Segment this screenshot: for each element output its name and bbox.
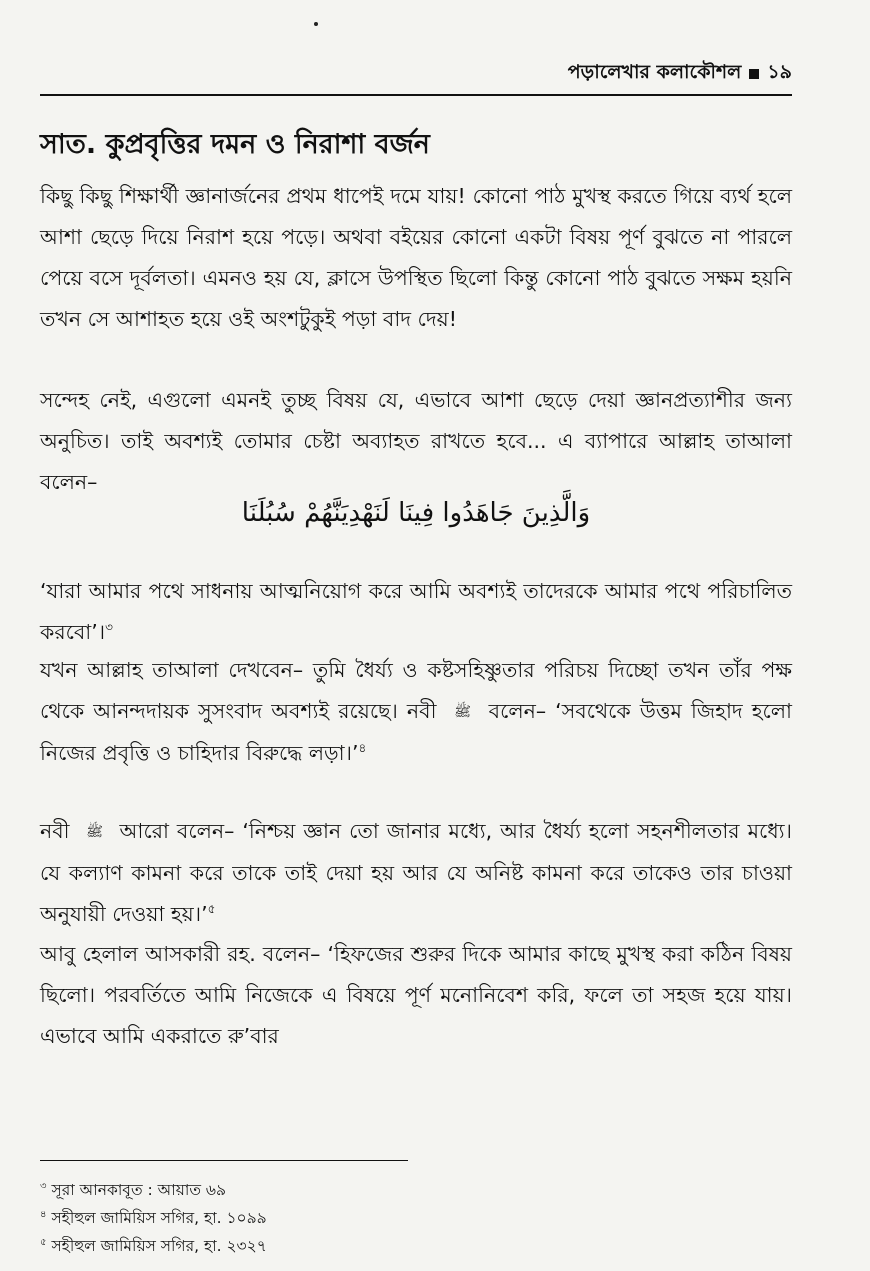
- footnote-text: সহীহুল জামিয়িস সগির, হা. ২৩২৭: [51, 1237, 267, 1255]
- paragraph-1: কিছু কিছু শিক্ষার্থী জ্ঞানার্জনের প্রথম ধাপেই দমে যায়! কোনো পাঠ মুখস্থ করতে গিয়ে ব্যর্থ হলে আশা ছেড়ে দিয়ে নিরাশ হয়ে পড়ে। অথবা বইয়ের কোনো একটা বিষয় পূর্ণ বুঝতে না পারলে পেয়ে বসে দূর্বলতা। এমনও হয় যে, ক্লাসে উপস্থিত ছিলো কিন্তু কোনো পাঠ বুঝতে সক্ষম হয়নি তখন সে আশাহত হয়ে ওই অংশটুকুই পড়া বাদ দেয়!: [40, 184, 792, 331]
- paragraph-5: [40, 811, 792, 935]
- paragraph-5-part-2: আরো বলেন– ‘নিশ্চয় জ্ঞান তো জানার মধ্যে, আর ধৈর্য্য হলো সহনশীলতার মধ্যে। যে কল্যাণ কামনা করে তাকে তাই দেয়া হয় আর যে অনিষ্ট কামনা করে তাকেও তার চাওয়া অনুযায়ী দেওয়া হয়।’: [40, 819, 792, 926]
- book-title: পড়ালেখার কলাকৌশল: [567, 61, 742, 83]
- footnote-ref-4: ৪: [358, 740, 367, 755]
- footnote-divider: [40, 1160, 408, 1161]
- paragraph-2: সন্দেহ নেই, এগুলো এমনই তুচ্ছ বিষয় যে, এভাবে আশা ছেড়ে দেয়া জ্ঞানপ্রত্যাশীর জন্য অনুচিত। তাই অবশ্যই তোমার চেষ্টা অব্যাহত রাখতে হবে... এ ব্যাপারে আল্লাহ তাআলা বলেন–: [40, 388, 792, 494]
- paragraph-4: [40, 650, 792, 774]
- salawat-icon: ﷺ: [86, 823, 103, 840]
- footnote-item: [40, 1176, 267, 1204]
- footnote-item: [40, 1204, 267, 1232]
- footnote-mark: ৪: [40, 1208, 47, 1220]
- footnote-mark: ৫: [40, 1236, 47, 1248]
- salawat-icon: ﷺ: [454, 703, 472, 720]
- footnote-item: [40, 1232, 267, 1260]
- footnote-text: সহীহুল জামিয়িস সগির, হা. ১০৯৯: [51, 1209, 267, 1227]
- page-number: ১৯: [767, 61, 792, 83]
- paragraph-5-part-1: নবী: [40, 819, 70, 843]
- footnote-mark: ৩: [40, 1180, 47, 1192]
- header-divider: [40, 94, 792, 96]
- paragraph-3: [40, 571, 792, 653]
- footnote-ref-3: ৩: [105, 620, 113, 635]
- quran-verse: وَالَّذِينَ جَاهَدُوا فِينَا لَنَهْدِيَنَّهُمْ سُبُلَنَا: [241, 498, 591, 528]
- paragraph-4-part-2: বলেন– ‘সবথেকে উত্তম জিহাদ হলো নিজের প্রবৃত্তি ও চাহিদার বিরুদ্ধে লড়া।’: [40, 699, 792, 765]
- paragraph-6: আবু হেলাল আসকারী রহ. বলেন– ‘হিফজের শুরুর দিকে আমার কাছে মুখস্থ করা কঠিন বিষয় ছিলো। পরবর্তিতে আমি নিজেকে এ বিষয়ে পূর্ণ মনোনিবেশ করি, ফলে তা সহজ হয়ে যায়। এভাবে আমি একরাতে রু’বার: [40, 942, 792, 1048]
- running-header: [568, 58, 792, 90]
- square-bullet-icon: [749, 69, 759, 79]
- paragraph-4-part-1: যখন আল্লাহ তাআলা দেখবেন– তুমি ধৈর্য্য ও কষ্টসহিষ্ণুতার পরিচয় দিচ্ছো তখন তাঁর পক্ষ থেকে আনন্দদায়ক সুসংবাদ অবশ্যই রয়েছে। নবী: [40, 658, 792, 723]
- print-speck: [314, 22, 318, 26]
- footnotes: [40, 1176, 267, 1260]
- footnote-text: সূরা আনকাবূত : আয়াত ৬৯: [51, 1181, 227, 1199]
- section-heading: সাত. কুপ্রবৃত্তির দমন ও নিরাশা বর্জন: [40, 129, 430, 160]
- verse-translation: ‘যারা আমার পথে সাধনায় আত্মনিয়োগ করে আমি অবশ্যই তাদেরকে আমার পথে পরিচালিত করবো’।: [40, 579, 792, 644]
- footnote-ref-5: ৫: [207, 901, 216, 916]
